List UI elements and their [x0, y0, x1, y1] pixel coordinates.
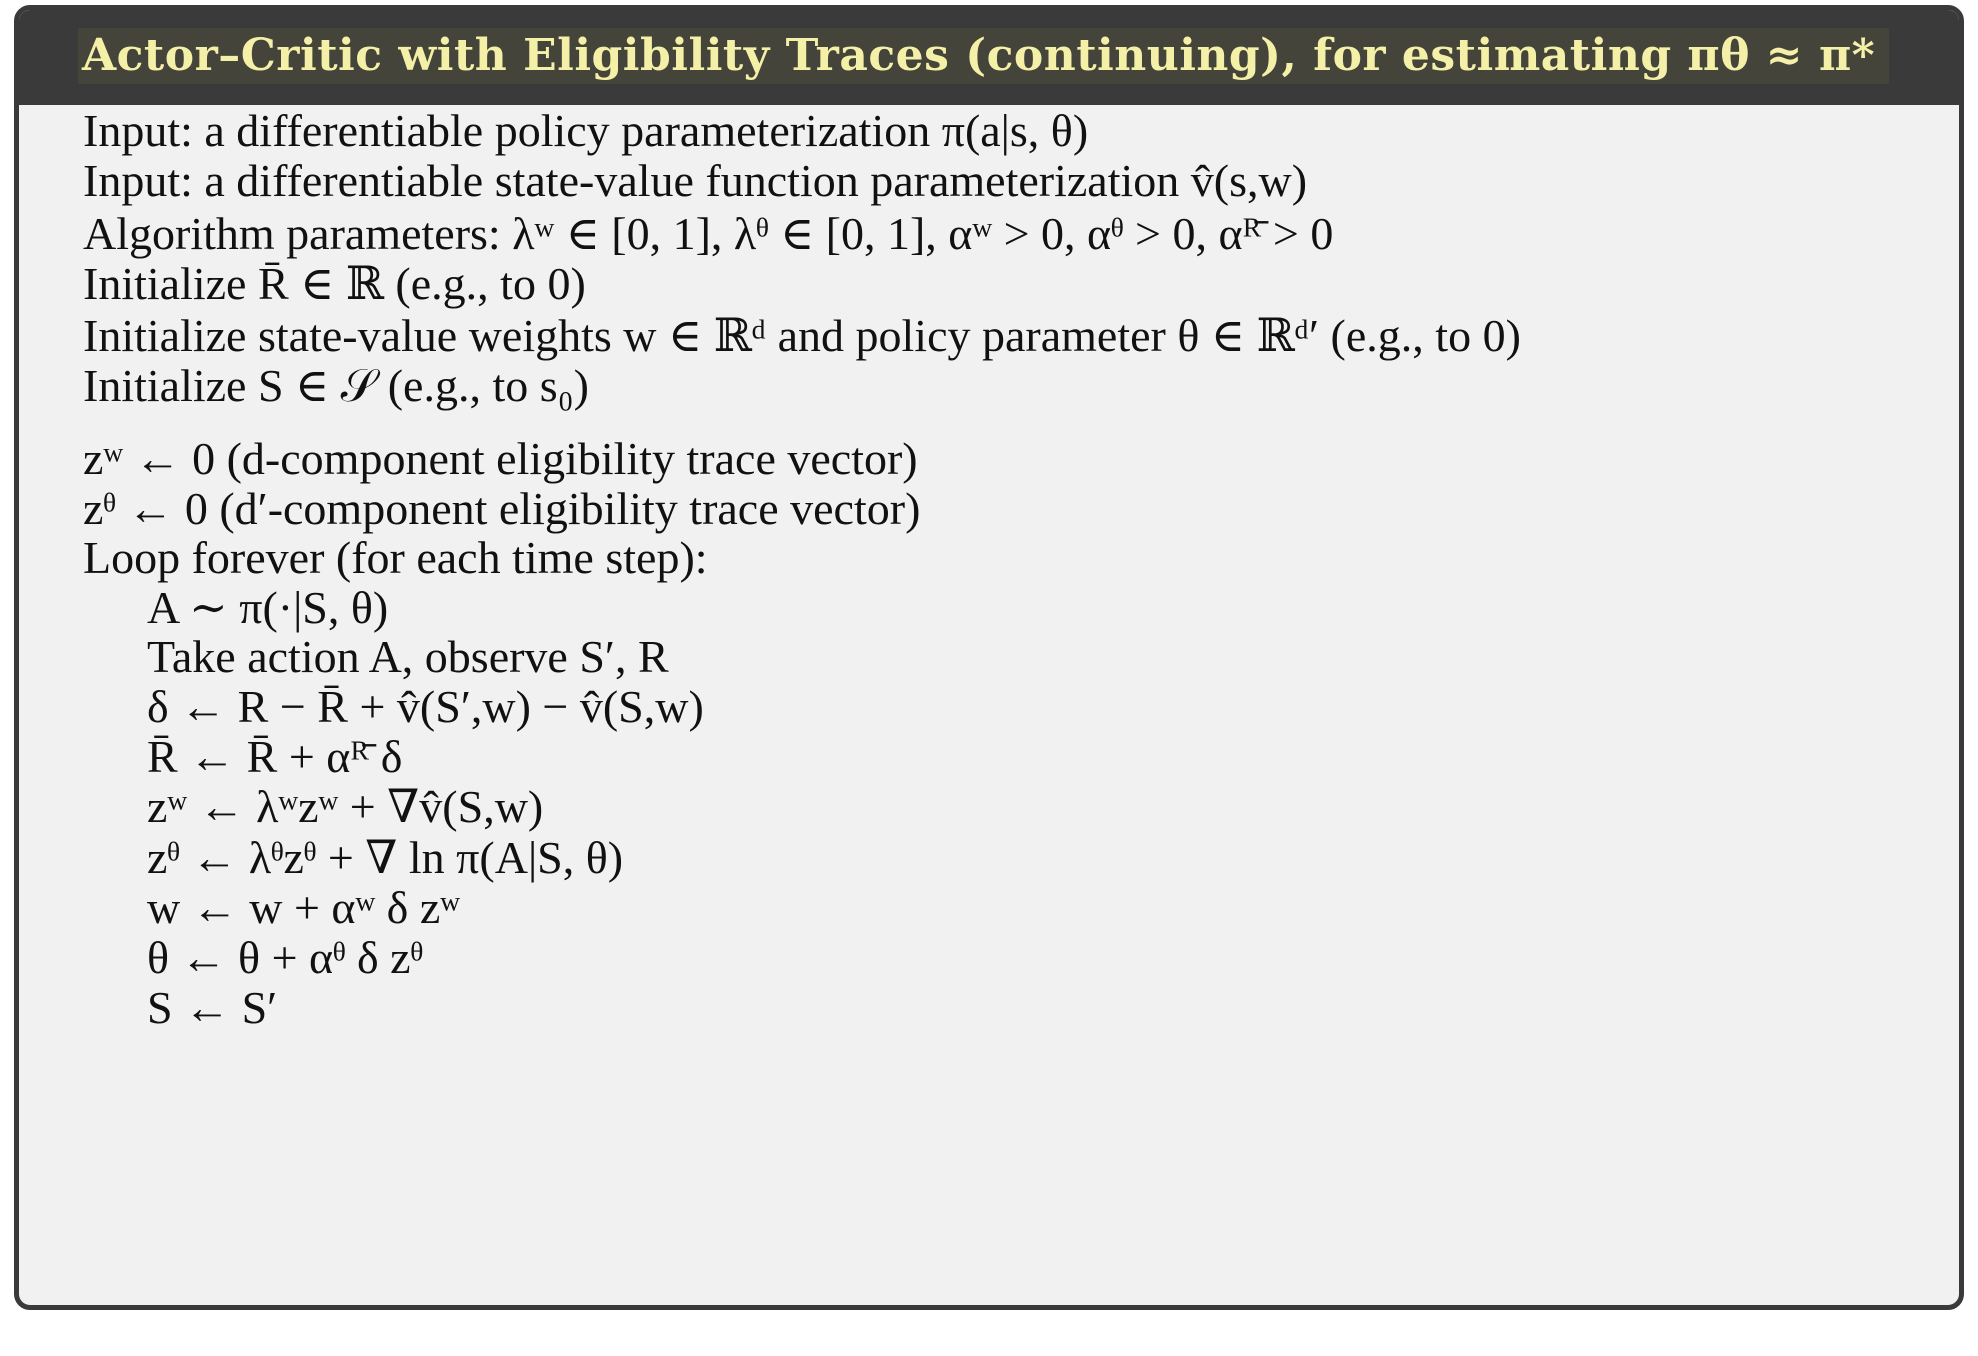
- algorithm-parameters-line: Algorithm parameters: λʷ ∈ [0, 1], λᶿ ∈ [0, 1], αʷ > 0, αᶿ > 0, αᴿ̄ > 0: [83, 208, 1334, 259]
- input-value-line: Input: a differentiable state-value function parameterization v̂(s,w): [83, 155, 1308, 206]
- initialize-rbar-line: Initialize R̄ ∈ ℝ (e.g., to 0): [83, 258, 586, 309]
- algorithm-box: [14, 5, 1964, 1310]
- loop-step-take-action: Take action A, observe S′, R: [147, 631, 669, 682]
- loop-step-trace-w: zʷ ← λʷzʷ + ∇v̂(S,w): [147, 781, 544, 832]
- algorithm-body: [19, 10, 1959, 1305]
- initialize-state-line: Initialize S ∈ 𝒮 (e.g., to s₀): [83, 360, 589, 411]
- input-policy-line: Input: a differentiable policy parameterization π(a|s, θ): [83, 105, 1089, 156]
- trace-w-init-line: zʷ ← 0 (d-component eligibility trace vector): [83, 433, 918, 484]
- loop-header-line: Loop forever (for each time step):: [83, 532, 708, 583]
- loop-step-theta-update: θ ← θ + αᶿ δ zᶿ: [147, 932, 423, 983]
- trace-theta-init-line: zᶿ ← 0 (d′-component eligibility trace vector): [83, 483, 921, 534]
- loop-step-w-update: w ← w + αʷ δ zʷ: [147, 882, 460, 933]
- algorithm-title: Actor–Critic with Eligibility Traces (continuing), for estimating πθ ≈ π*: [78, 28, 1889, 84]
- loop-step-trace-theta: zᶿ ← λᶿzᶿ + ∇ ln π(A|S, θ): [147, 832, 624, 883]
- initialize-weights-line: Initialize state-value weights w ∈ ℝᵈ and policy parameter θ ∈ ℝᵈ′ (e.g., to 0): [83, 310, 1521, 361]
- loop-step-state-update: S ← S′: [147, 982, 278, 1033]
- loop-step-rbar-update: R̄ ← R̄ + αᴿ̄ δ: [147, 731, 403, 782]
- loop-step-sample-action: A ∼ π(·|S, θ): [147, 582, 389, 633]
- loop-step-delta: δ ← R − R̄ + v̂(S′,w) − v̂(S,w): [147, 681, 704, 732]
